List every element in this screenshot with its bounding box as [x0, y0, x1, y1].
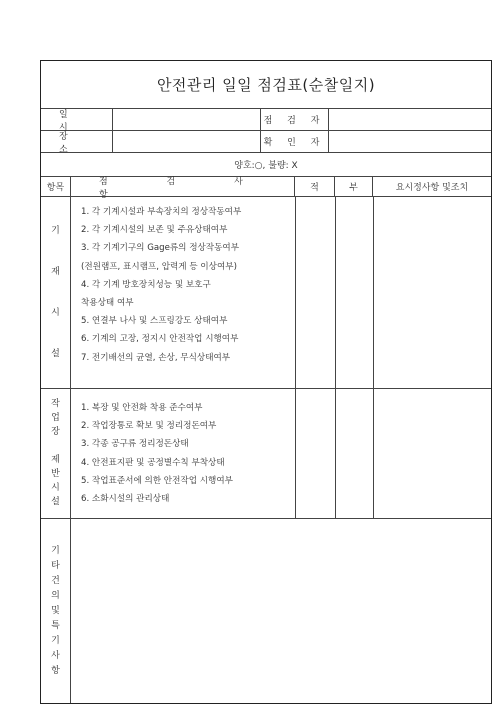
section-equipment-items	[81, 203, 241, 367]
section-workplace-category	[41, 389, 71, 518]
column-header-row	[41, 176, 491, 200]
divider	[295, 197, 296, 388]
section-workplace-items	[81, 399, 233, 508]
category-char: 의	[51, 590, 60, 601]
col-items-header-text: 점 검 사 항	[99, 176, 271, 200]
category-char: 시	[51, 307, 60, 318]
check-item: 6. 소화시설의 관리상태	[81, 493, 170, 504]
check-item: 3. 각종 공구류 정리정돈상태	[81, 439, 189, 450]
approver-field[interactable]	[329, 131, 491, 152]
check-item: 2. 각 기계시설의 보존 및 주유상태여부	[81, 225, 228, 236]
col-items-header	[71, 176, 295, 200]
divider	[335, 389, 336, 518]
category-char: 기	[51, 545, 60, 556]
inspection-sheet	[40, 60, 492, 704]
category-char: 기	[51, 225, 60, 236]
section-remarks-category	[41, 519, 71, 703]
category-char: 설	[51, 348, 60, 359]
category-char: 사	[51, 650, 60, 661]
check-item: 7. 전기배선의 균열, 손상, 무식상태여부	[81, 352, 231, 363]
check-item: 2. 작업장통로 확보 및 정리정돈여부	[81, 421, 217, 432]
check-item: 5. 작업표준서에 의한 안전작업 시행여부	[81, 475, 233, 486]
section-equipment	[41, 197, 491, 389]
check-item: 4. 안전표지판 및 공정별수칙 부착상태	[81, 457, 225, 468]
inspector-label-text: 점 검 자	[263, 116, 326, 126]
check-item: 1. 복장 및 안전화 착용 준수여부	[81, 403, 203, 413]
section-equipment-category	[41, 197, 71, 388]
place-label	[41, 131, 113, 155]
check-item: 5. 연결부 나사 및 스프링강도 상태여부	[81, 316, 228, 327]
category-char: 반	[51, 469, 60, 479]
check-item: 착용상태 여부	[81, 297, 134, 308]
divider	[373, 197, 374, 388]
divider	[335, 197, 336, 388]
check-item: (전원램프, 표시램프, 압력게 등 이상여부)	[81, 261, 237, 272]
datetime-label-text: 일 시	[59, 109, 86, 133]
remarks-field[interactable]	[71, 519, 491, 703]
col-bad-header: 부	[335, 177, 373, 196]
section-workplace	[41, 389, 491, 519]
datetime-field[interactable]	[113, 109, 261, 130]
col-good-header: 적	[295, 177, 335, 196]
document-title: 안전관리 일일 점검표(순찰일지)	[41, 61, 491, 109]
section-remarks	[41, 519, 491, 703]
category-char: 제	[51, 455, 60, 465]
datetime-label	[41, 109, 113, 133]
place-label-text: 장 소	[59, 131, 86, 155]
place-field[interactable]	[113, 131, 261, 152]
divider	[295, 389, 296, 518]
col-category-header: 항목	[41, 177, 71, 196]
category-char: 장	[51, 427, 60, 437]
inspector-field[interactable]	[329, 109, 491, 130]
category-char: 건	[51, 575, 60, 586]
category-char: 항	[51, 665, 60, 676]
category-char: 재	[51, 266, 60, 277]
check-item: 3. 각 기계기구의 Gage류의 정상작동여부	[81, 243, 240, 254]
category-char: 기	[51, 635, 60, 646]
inspector-label	[261, 109, 329, 130]
check-item: 4. 각 기계 방호장치성능 및 보호구	[81, 279, 211, 290]
legend-text: 양호:○, 불량: X	[234, 161, 298, 171]
header-row-place	[41, 131, 491, 153]
approver-label	[261, 131, 329, 152]
category-char: 특	[51, 620, 60, 631]
category-char: 시	[51, 483, 60, 493]
approver-label-text: 확 인 자	[263, 138, 326, 148]
check-item: 6. 기계의 고장, 정지시 안전작업 시행여부	[81, 334, 239, 345]
category-char: 작	[51, 399, 60, 409]
category-char: 설	[51, 497, 60, 507]
category-char: 업	[51, 413, 60, 423]
divider	[373, 389, 374, 518]
check-item: 1. 각 기계시설과 부속장치의 정상작동여부	[81, 207, 242, 217]
category-char: 및	[51, 605, 60, 616]
col-action-header: 요시정사항 및조치	[395, 183, 469, 193]
category-char: 타	[51, 560, 60, 571]
